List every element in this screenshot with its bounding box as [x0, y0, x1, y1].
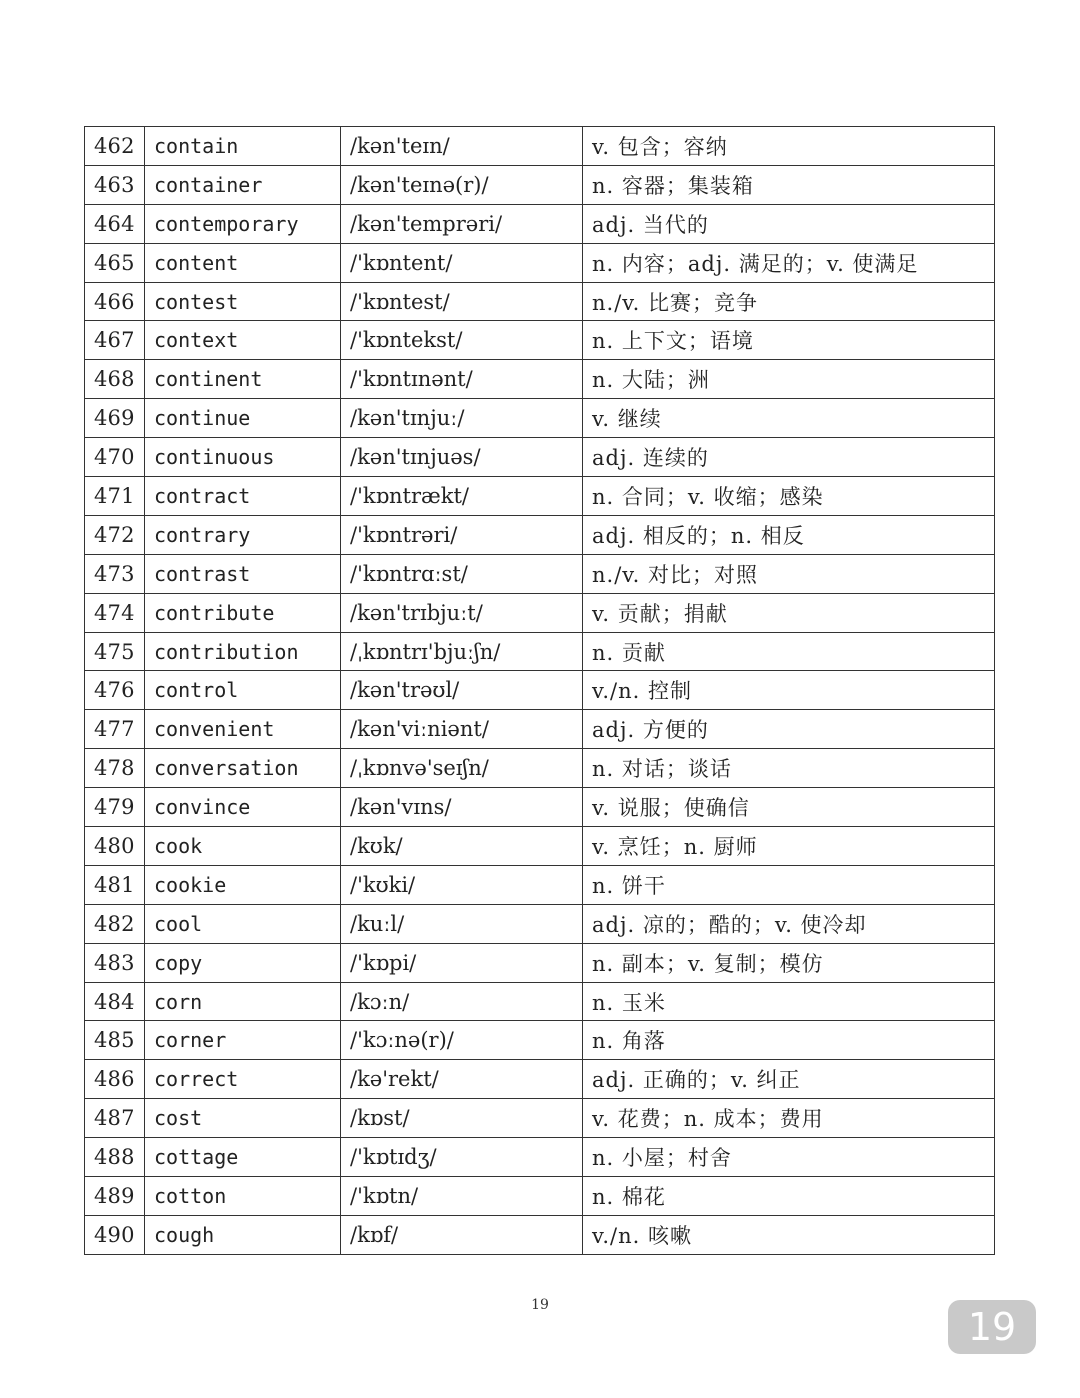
entry-meaning: adj. 当代的 [583, 204, 995, 243]
entry-word: contest [145, 282, 341, 321]
entry-phonetic: /kən'trəʊl/ [341, 671, 583, 710]
entry-phonetic: /kuːl/ [341, 904, 583, 943]
entry-meaning: n. 棉花 [583, 1177, 995, 1216]
entry-meaning: v. 花费；n. 成本；费用 [583, 1099, 995, 1138]
table-row [85, 438, 995, 477]
entry-number: 469 [85, 399, 145, 438]
entry-phonetic: /kən'vɪns/ [341, 788, 583, 827]
entry-phonetic: /kən'teɪnə(r)/ [341, 165, 583, 204]
entry-number: 465 [85, 243, 145, 282]
entry-phonetic: /kən'teɪn/ [341, 127, 583, 166]
entry-meaning: v. 说服；使确信 [583, 788, 995, 827]
entry-word: cool [145, 904, 341, 943]
entry-word: continent [145, 360, 341, 399]
table-row [85, 243, 995, 282]
entry-word: contribution [145, 632, 341, 671]
entry-word: contribute [145, 593, 341, 632]
entry-number: 482 [85, 904, 145, 943]
table-row [85, 904, 995, 943]
entry-meaning: v. 包含；容纳 [583, 127, 995, 166]
entry-meaning: n./v. 比赛；竞争 [583, 282, 995, 321]
table-row [85, 515, 995, 554]
entry-meaning: n. 上下文；语境 [583, 321, 995, 360]
entry-number: 463 [85, 165, 145, 204]
entry-word: contain [145, 127, 341, 166]
entry-phonetic: /'kʊki/ [341, 865, 583, 904]
entry-phonetic: /ˌkɒnvə'seɪʃn/ [341, 749, 583, 788]
table-row [85, 749, 995, 788]
entry-word: cough [145, 1215, 341, 1254]
entry-meaning: n. 内容；adj. 满足的；v. 使满足 [583, 243, 995, 282]
entry-phonetic: /ˌkɒntrɪ'bjuːʃn/ [341, 632, 583, 671]
table-row [85, 1060, 995, 1099]
entry-word: cottage [145, 1138, 341, 1177]
entry-phonetic: /kən'tɪnjuəs/ [341, 438, 583, 477]
page-number: 19 [531, 1297, 549, 1313]
table-row [85, 1099, 995, 1138]
entry-word: contract [145, 477, 341, 516]
table-row [85, 1021, 995, 1060]
entry-number: 480 [85, 827, 145, 866]
entry-meaning: n. 合同；v. 收缩；感染 [583, 477, 995, 516]
entry-number: 476 [85, 671, 145, 710]
table-row [85, 165, 995, 204]
table-row [85, 865, 995, 904]
entry-word: content [145, 243, 341, 282]
entry-number: 481 [85, 865, 145, 904]
entry-phonetic: /'kɒpi/ [341, 943, 583, 982]
entry-word: contemporary [145, 204, 341, 243]
table-row [85, 554, 995, 593]
table-row [85, 593, 995, 632]
entry-meaning: n. 贡献 [583, 632, 995, 671]
entry-word: context [145, 321, 341, 360]
entry-meaning: n. 对话；谈话 [583, 749, 995, 788]
entry-number: 467 [85, 321, 145, 360]
entry-meaning: n. 小屋；村舍 [583, 1138, 995, 1177]
table-row [85, 632, 995, 671]
entry-number: 489 [85, 1177, 145, 1216]
entry-phonetic: /'kɔːnə(r)/ [341, 1021, 583, 1060]
entry-phonetic: /'kɒntrɑːst/ [341, 554, 583, 593]
entry-word: continuous [145, 438, 341, 477]
entry-meaning: adj. 连续的 [583, 438, 995, 477]
table-row [85, 1138, 995, 1177]
entry-phonetic: /kɔːn/ [341, 982, 583, 1021]
entry-meaning: n. 饼干 [583, 865, 995, 904]
entry-number: 470 [85, 438, 145, 477]
entry-number: 475 [85, 632, 145, 671]
entry-meaning: adj. 方便的 [583, 710, 995, 749]
entry-phonetic: /'kɒntent/ [341, 243, 583, 282]
table-row [85, 204, 995, 243]
vocabulary-table-body [85, 127, 995, 1255]
entry-number: 478 [85, 749, 145, 788]
table-row [85, 477, 995, 516]
entry-number: 473 [85, 554, 145, 593]
entry-word: cookie [145, 865, 341, 904]
table-row [85, 321, 995, 360]
entry-phonetic: /'kɒtn/ [341, 1177, 583, 1216]
entry-phonetic: /kʊk/ [341, 827, 583, 866]
entry-meaning: adj. 相反的；n. 相反 [583, 515, 995, 554]
entry-phonetic: /'kɒntrəri/ [341, 515, 583, 554]
entry-word: cook [145, 827, 341, 866]
entry-phonetic: /kə'rekt/ [341, 1060, 583, 1099]
entry-meaning: v./n. 咳嗽 [583, 1215, 995, 1254]
table-row [85, 788, 995, 827]
vocabulary-table [84, 126, 995, 1255]
table-row [85, 1215, 995, 1254]
entry-word: convince [145, 788, 341, 827]
entry-number: 468 [85, 360, 145, 399]
entry-number: 472 [85, 515, 145, 554]
table-row [85, 1177, 995, 1216]
entry-number: 462 [85, 127, 145, 166]
entry-meaning: v. 烹饪；n. 厨师 [583, 827, 995, 866]
entry-word: control [145, 671, 341, 710]
entry-phonetic: /'kɒntɪnənt/ [341, 360, 583, 399]
entry-meaning: n. 容器；集装箱 [583, 165, 995, 204]
entry-phonetic: /'kɒntest/ [341, 282, 583, 321]
table-row [85, 671, 995, 710]
entry-word: correct [145, 1060, 341, 1099]
entry-word: corn [145, 982, 341, 1021]
entry-phonetic: /kən'viːniənt/ [341, 710, 583, 749]
entry-word: conversation [145, 749, 341, 788]
entry-phonetic: /kən'temprəri/ [341, 204, 583, 243]
entry-word: container [145, 165, 341, 204]
table-row [85, 360, 995, 399]
page-badge: 19 [948, 1300, 1036, 1354]
entry-phonetic: /kən'trɪbjuːt/ [341, 593, 583, 632]
entry-number: 483 [85, 943, 145, 982]
entry-meaning: n. 玉米 [583, 982, 995, 1021]
table-row [85, 282, 995, 321]
entry-word: convenient [145, 710, 341, 749]
entry-meaning: adj. 凉的；酷的；v. 使冷却 [583, 904, 995, 943]
entry-word: continue [145, 399, 341, 438]
entry-number: 464 [85, 204, 145, 243]
entry-number: 490 [85, 1215, 145, 1254]
entry-number: 479 [85, 788, 145, 827]
entry-meaning: adj. 正确的；v. 纠正 [583, 1060, 995, 1099]
entry-phonetic: /kən'tɪnjuː/ [341, 399, 583, 438]
entry-meaning: n./v. 对比；对照 [583, 554, 995, 593]
entry-phonetic: /'kɒntekst/ [341, 321, 583, 360]
entry-meaning: n. 角落 [583, 1021, 995, 1060]
table-row [85, 127, 995, 166]
entry-number: 474 [85, 593, 145, 632]
table-row [85, 943, 995, 982]
entry-number: 477 [85, 710, 145, 749]
entry-number: 485 [85, 1021, 145, 1060]
entry-word: cost [145, 1099, 341, 1138]
table-row [85, 710, 995, 749]
entry-number: 488 [85, 1138, 145, 1177]
entry-number: 484 [85, 982, 145, 1021]
entry-meaning: v. 贡献；捐献 [583, 593, 995, 632]
entry-meaning: n. 大陆；洲 [583, 360, 995, 399]
entry-word: copy [145, 943, 341, 982]
entry-meaning: n. 副本；v. 复制；模仿 [583, 943, 995, 982]
table-row [85, 982, 995, 1021]
entry-number: 466 [85, 282, 145, 321]
entry-meaning: v./n. 控制 [583, 671, 995, 710]
entry-phonetic: /kɒf/ [341, 1215, 583, 1254]
entry-meaning: v. 继续 [583, 399, 995, 438]
entry-word: corner [145, 1021, 341, 1060]
table-row [85, 827, 995, 866]
entry-word: contrast [145, 554, 341, 593]
entry-word: cotton [145, 1177, 341, 1216]
table-row [85, 399, 995, 438]
entry-phonetic: /kɒst/ [341, 1099, 583, 1138]
entry-word: contrary [145, 515, 341, 554]
entry-number: 487 [85, 1099, 145, 1138]
entry-phonetic: /'kɒntrækt/ [341, 477, 583, 516]
entry-number: 471 [85, 477, 145, 516]
entry-phonetic: /'kɒtɪdʒ/ [341, 1138, 583, 1177]
entry-number: 486 [85, 1060, 145, 1099]
